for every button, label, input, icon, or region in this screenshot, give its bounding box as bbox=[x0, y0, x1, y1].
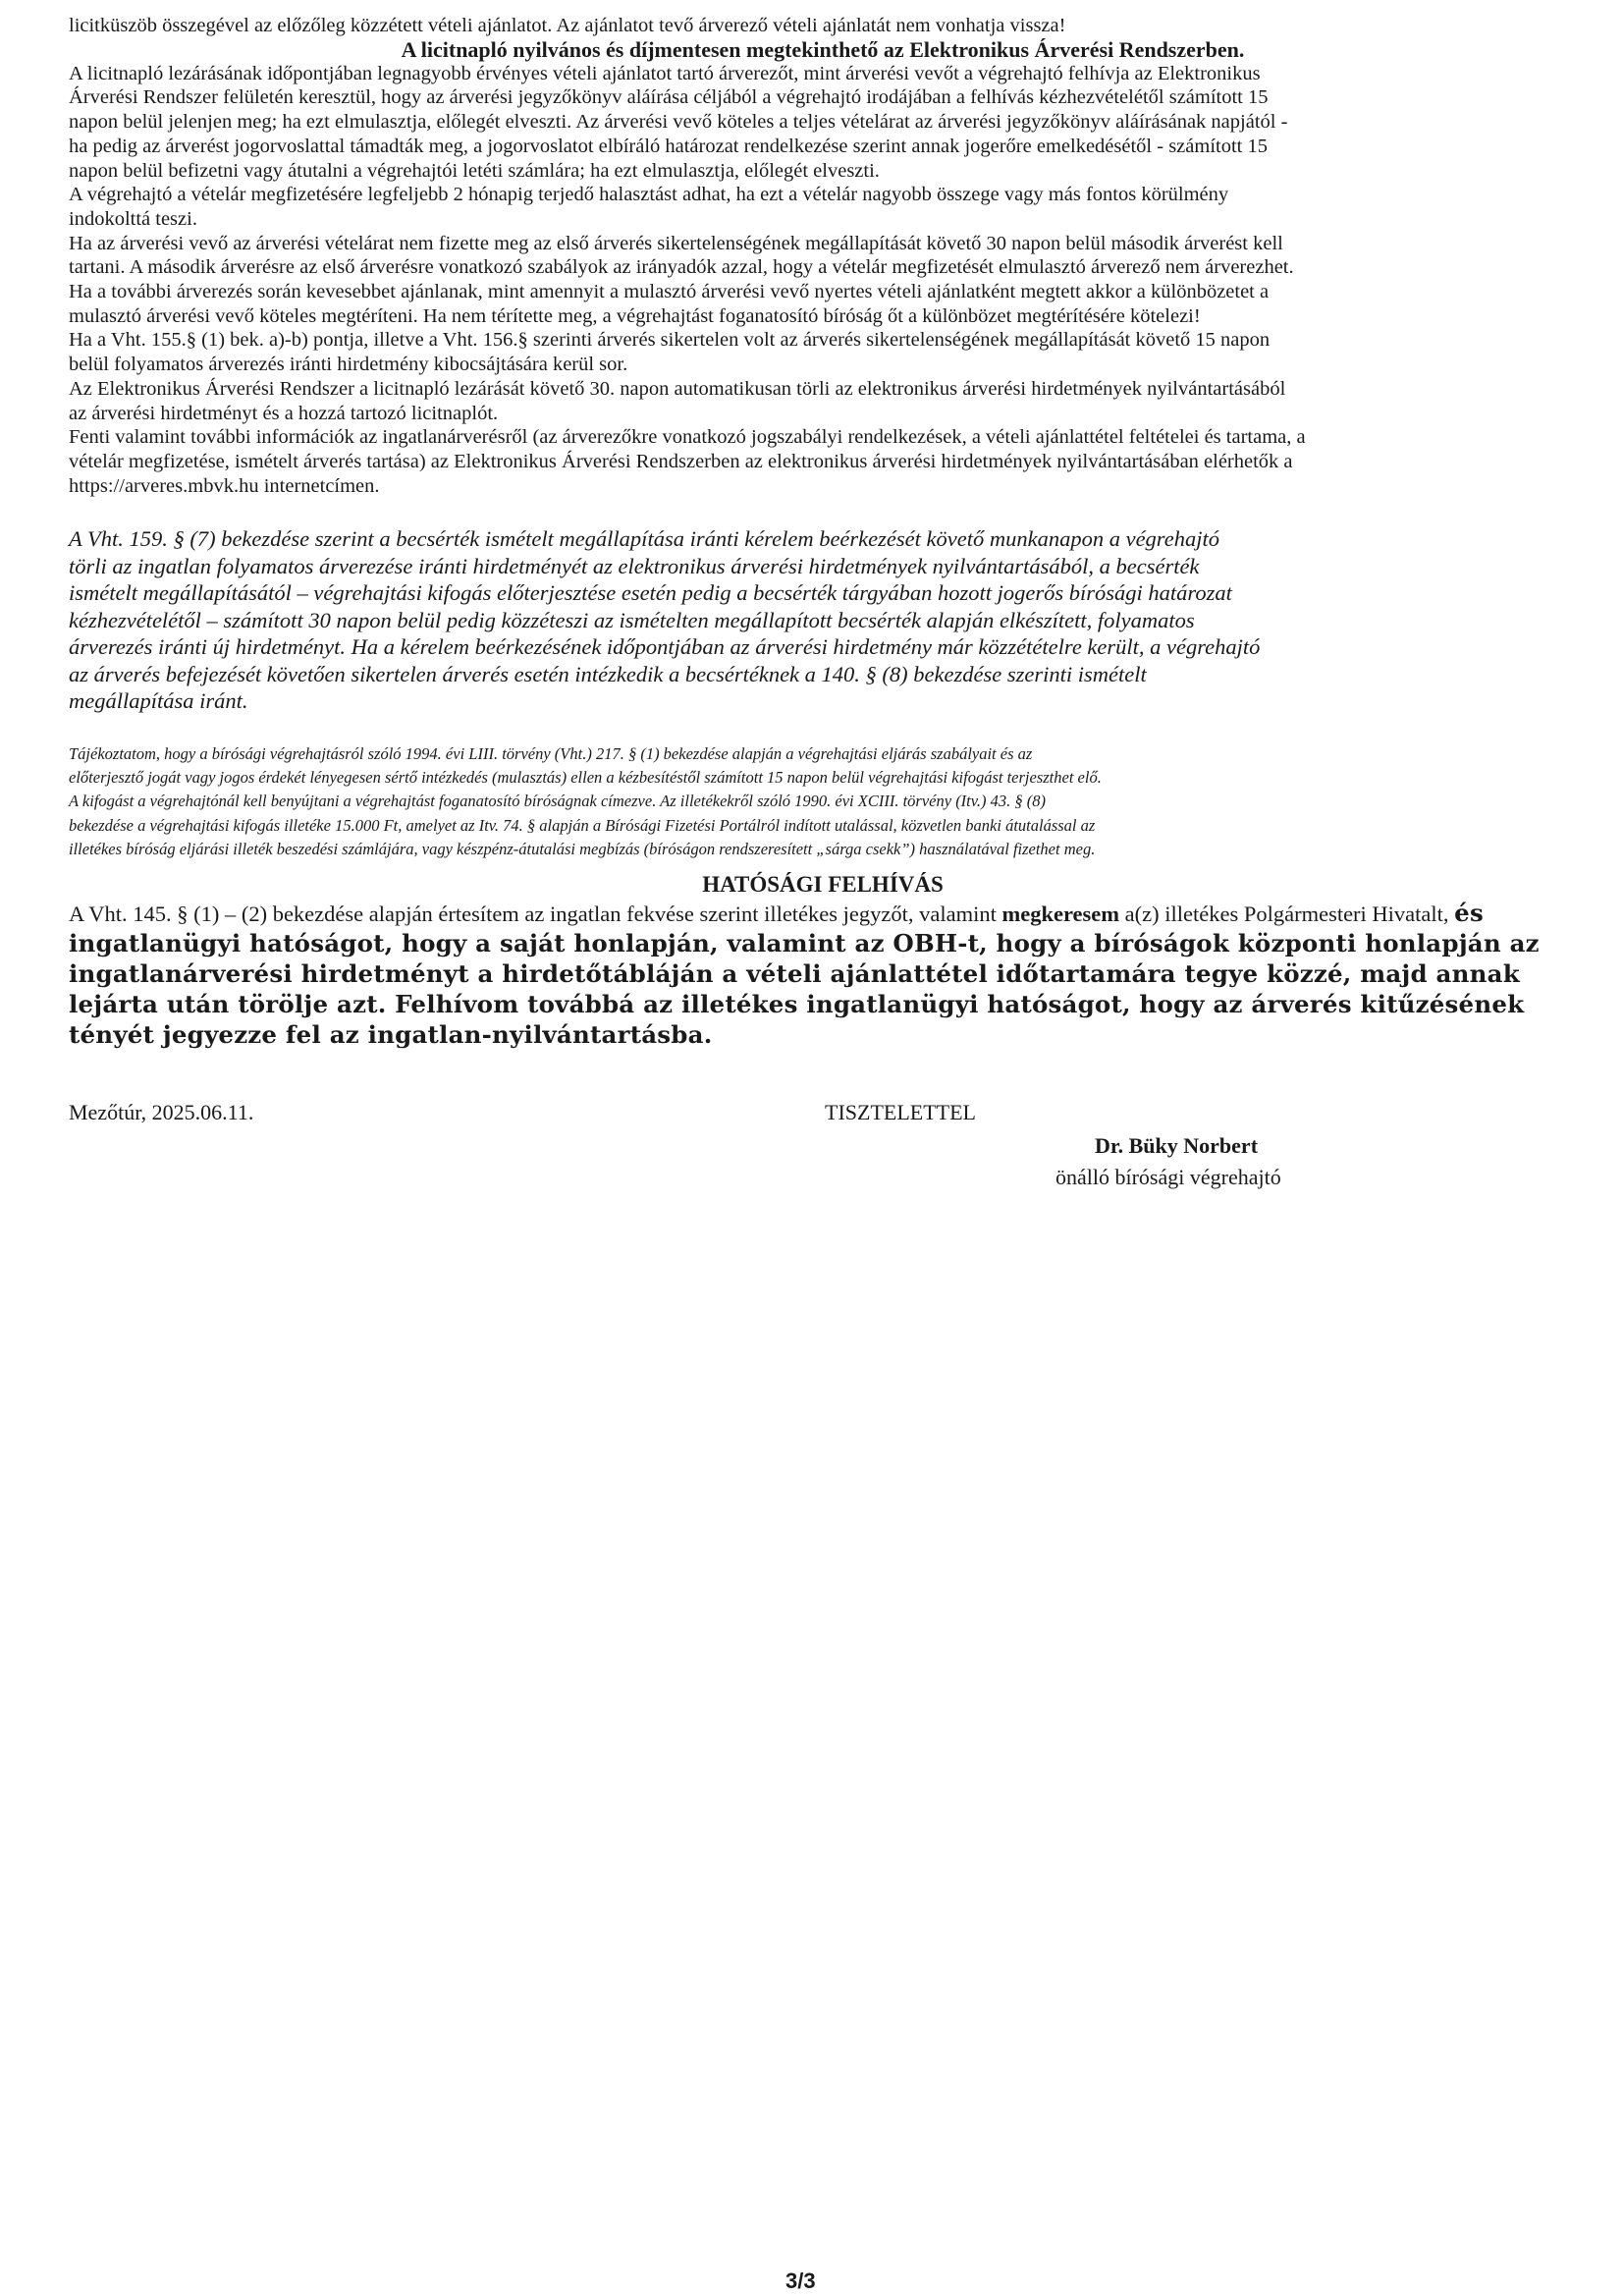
text-line: ismételt megállapításától – végrehajtási kifogás előterjesztése esetén pedig a becsérték tárgyában hozott jogerős bírósági határozat bbox=[69, 580, 1232, 606]
text-line: A licitnapló lezárásának időpontjában legnagyobb érvényes vételi ajánlatot tartó árverezőt, mint árverési vevőt a végrehajtó felhívja az Elektronikus bbox=[69, 62, 1261, 84]
text-line: vételár megfizetése, ismételt árverés tartása) az Elektronikus Árverési Rendszerben az elektronikus árverési hirdetmények nyilvántartásában elérhetők a bbox=[69, 450, 1293, 472]
text-line: Fenti valamint további információk az ingatlanárverésről (az árverezőkre vonatkozó jogszabályi rendelkezések, a vételi ajánlattétel feltételei és tartama, a bbox=[69, 426, 1306, 449]
section-title: HATÓSÁGI FELHÍVÁS bbox=[702, 872, 944, 898]
text-line: bekezdése a végrehajtási kifogás illetéke 15.000 Ft, amelyet az Itv. 74. § alapján a Bírósági Fizetési Portálról indított utalással, közvetlen banki átutalással az bbox=[69, 815, 1096, 835]
text-line: Tájékoztatom, hogy a bírósági végrehajtásról szóló 1994. évi LIII. törvény (Vht.) 217. § (1) bekezdése alapján a végrehajtási eljárás szabályait és az bbox=[69, 743, 1033, 763]
text-line: Ha a Vht. 155.§ (1) bek. a)-b) pontja, illetve a Vht. 156.§ szerinti árverés sikertelen volt az árverés sikertelenségének megállapítását követő 15 napon bbox=[69, 329, 1271, 352]
text-line: napon belül befizetni vagy átutalni a végrehajtói letéti számlára; ha ezt elmulasztja, előlegét elveszti. bbox=[69, 159, 880, 182]
text-line: Az Elektronikus Árverési Rendszer a licitnapló lezárását követő 30. napon automatikusan törli az elektronikus árverési hirdetmények nyilvántartásából bbox=[69, 377, 1286, 400]
text-line: mulasztó árverési vevő köteles megtéríteni. Ha nem térítette meg, a végrehajtást foganatosító bíróság őt a különbözet megtérítésére kötelezi! bbox=[69, 304, 1201, 327]
text-line: tartani. A második árverésre az első árverésre vonatkozó szabályok az irányadók azzal, hogy a vételár megfizetését elmulasztó árverező nem árverezhet. bbox=[69, 256, 1294, 279]
text-line: előterjesztő jogát vagy jogos érdekét lényegesen sértő intézkedés (mulasztás) ellen a kézbesítéstől számított 15 napon belül végrehajtási kifogást terjeszthet elő. bbox=[69, 768, 1102, 788]
notice-text: A Vht. 145. § (1) – (2) bekezdése alapján értesítem az ingatlan fekvése szerint illetékes jegyzőt, valamint bbox=[69, 902, 1002, 927]
notice-bold-request: és ingatlanügyi hatóságot, hogy a saját honlapján, valamint az OBH-t, hogy a bíróságok központi honlapján az ingatlanárverési hirdetményt a hirdetőtábláján a vételi ajánlattétel időtartamára tegye közzé, majd annak lejárta után törölje azt. Felhívom továbbá az illetékes ingatlanügyi hatóságot, hogy az árverés kitűzésének tényét jegyezze fel az ingatlan-nyilvántartásba. bbox=[69, 899, 1540, 1050]
text-line: Ha az árverési vevő az árverési vételárat nem fizette meg az első árverés sikertelenségének megállapítását követő 30 napon belül második árverést kell bbox=[69, 232, 1283, 254]
auction-rules-text bbox=[69, 62, 1577, 499]
licitnaplo-heading: A licitnapló nyilvános és díjmentesen megtekinthető az Elektronikus Árverési Rendszerben. bbox=[401, 36, 1245, 62]
document-page bbox=[69, 14, 1577, 1218]
text-line: licitküszöb összegével az előzőleg közzétett vételi ajánlatot. Az ajánlatot tevő árverező vételi ajánlatát nem vonhatja vissza! bbox=[69, 15, 1066, 36]
text-line: árverezés iránti új hirdetményt. Ha a kérelem beérkezésének időpontjában az árverési hirdetmény már közzétételre került, a végrehajtó bbox=[69, 634, 1261, 660]
text-line: megállapítása iránt. bbox=[69, 688, 248, 714]
page-number: 3/3 bbox=[785, 2269, 816, 2293]
text-line: belül folyamatos árverezés iránti hirdetmény kibocsájtására kerül sor. bbox=[69, 354, 628, 376]
text-line: https://arveres.mbvk.hu internetcímen. bbox=[69, 474, 380, 497]
signature-block bbox=[69, 1100, 1577, 1218]
signer-name: Dr. Büky Norbert bbox=[1095, 1133, 1259, 1159]
text-line: A kifogást a végrehajtónál kell benyújtani a végrehajtást foganatosító bíróságnak címezve. Az illetékekről szóló 1990. évi XCIII. törvény (Itv.) 43. § (8) bbox=[69, 792, 1046, 811]
text-line: ha pedig az árverést jogorvoslattal támadták meg, a jogorvoslatot elbíráló határozat rendelkezése szerint annak jogerőre emelkedésétől - számított 15 bbox=[69, 135, 1268, 157]
appeal-information bbox=[69, 742, 1577, 861]
text-line: törli az ingatlan folyamatos árverezése iránti hirdetményét az elektronikus árverési hirdetmények nyilvántartásából, a becsérték bbox=[69, 553, 1200, 578]
text-line: napon belül jelenjen meg; ha ezt elmulasztja, előlegét elveszti. Az árverési vevő köteles a teljes vételárat az árverési jegyzőkönyv aláírásának napjától - bbox=[69, 111, 1288, 134]
vht-159-notice bbox=[69, 525, 1577, 715]
notice-text: a(z) illetékes Polgármesteri Hivatalt, bbox=[1119, 902, 1455, 927]
text-line: illetékes bíróság eljárási illeték beszedési számlájára, vagy készpénz-átutalási megbízás (bíróságon rendszeresített „sárga csekk”) használatával fizethet meg. bbox=[69, 840, 1096, 859]
signer-title: önálló bírósági végrehajtó bbox=[1055, 1165, 1281, 1190]
text-line: A végrehajtó a vételár megfizetésére legfeljebb 2 hónapig terjedő halasztást adhat, ha ezt a vételár nagyobb összege vagy más fontos körülmény bbox=[69, 184, 1229, 206]
authority-notice bbox=[69, 899, 1577, 1051]
greeting: TISZTELETTEL bbox=[825, 1100, 976, 1125]
text-line: Ha a további árverezés során kevesebbet ajánlanak, mint amennyit a mulasztó árverési vevő nyertes vételi ajánlatként megtett akkor a különbözetet a bbox=[69, 281, 1270, 303]
notice-emphasis: megkeresem bbox=[1001, 902, 1120, 927]
text-line: az árverési hirdetményt és a hozzá tartozó licitnaplót. bbox=[69, 402, 499, 424]
place-date: Mezőtúr, 2025.06.11. bbox=[69, 1100, 254, 1125]
text-line: kézhezvételétől – számított 30 napon belül pedig közzéteszi az ismételten megállapított becsérték alapján elkészített, folyamatos bbox=[69, 607, 1195, 632]
intro-paragraph bbox=[69, 14, 1577, 38]
text-line: Árverési Rendszer felületén keresztül, hogy az árverési jegyzőkönyv aláírása céljából a végrehajtó irodájában a felhívás kézhezvételétől számított 15 bbox=[69, 86, 1269, 109]
text-line: az árverés befejezését követően sikertelen árverés esetén intézkedik a becsértéknek a 140. § (8) bekezdése szerinti ismételt bbox=[69, 661, 1147, 686]
text-line: A Vht. 159. § (7) bekezdése szerint a becsérték ismételt megállapítása iránti kérelem beérkezését követő munkanapon a végrehajtó bbox=[69, 526, 1219, 552]
text-line: indokolttá teszi. bbox=[69, 207, 197, 230]
